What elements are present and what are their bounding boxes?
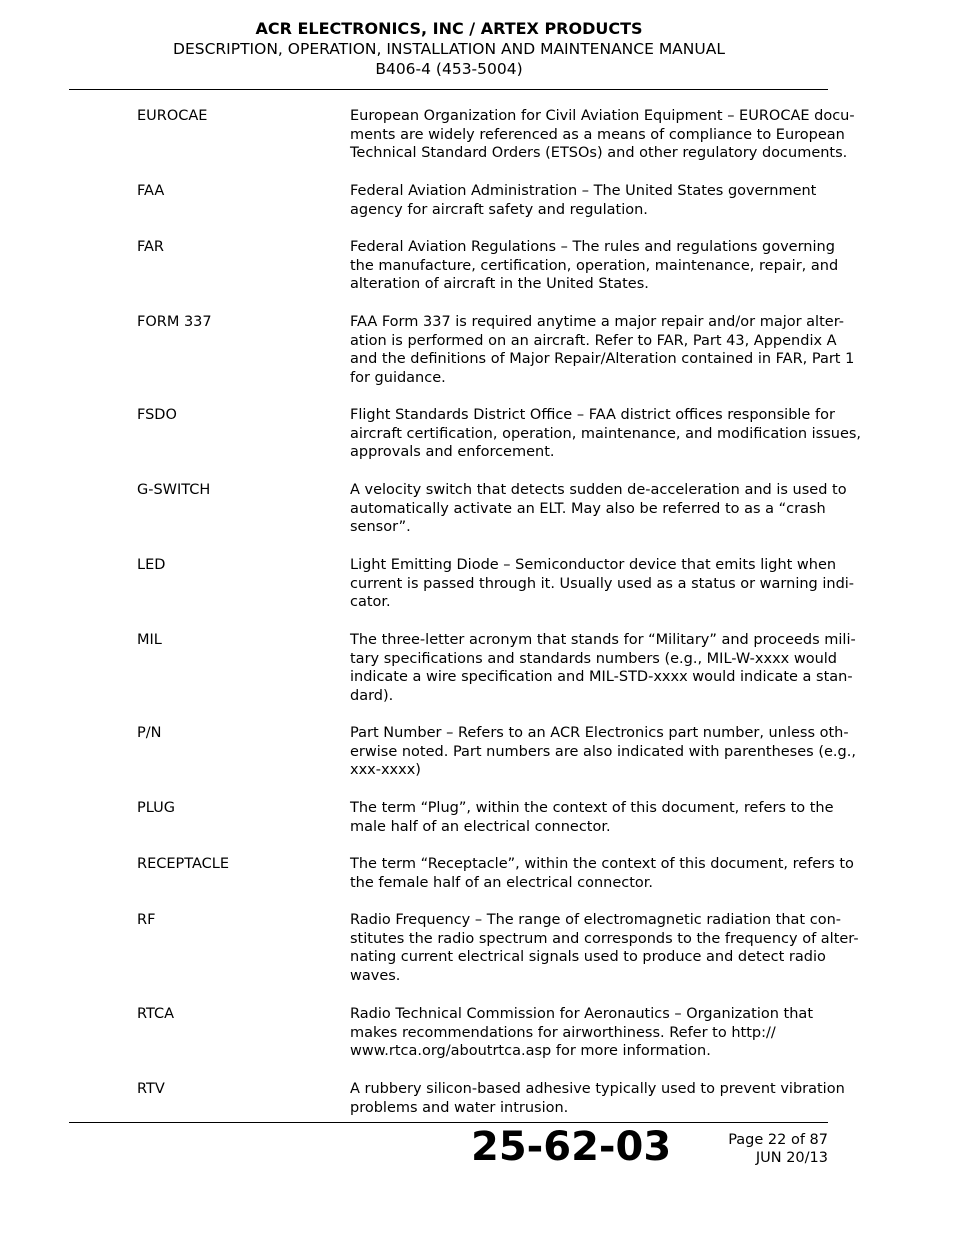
company-name: ACR ELECTRONICS, INC / ARTEX PRODUCTS [255, 19, 643, 38]
revision-date: JUN 20/13 [755, 1150, 828, 1166]
definition-line: The term “Plug”, within the context of this document, refers to the [350, 800, 834, 816]
glossary-definition [350, 238, 839, 294]
glossary-definition [350, 799, 834, 836]
definition-line: Federal Aviation Administration – The United States government [350, 183, 817, 199]
definition-line: dard). [350, 688, 394, 705]
definition-line: makes recommendations for airworthiness. Refer to http:// [350, 1024, 776, 1041]
definition-line: cator. [350, 594, 391, 611]
definition-line: European Organization for Civil Aviation Equipment – EUROCAE docu- [350, 108, 855, 124]
definition-line: for guidance. [350, 370, 446, 387]
glossary-definition [350, 107, 855, 163]
footer-divider [69, 1122, 828, 1123]
glossary-term: FAR [137, 239, 165, 255]
glossary-term: RECEPTACLE [137, 856, 230, 872]
definition-line: ments are widely referenced as a means of compliance to European [350, 126, 845, 143]
definition-line: stitutes the radio spectrum and corresponds to the frequency of alter- [350, 930, 859, 947]
definition-line: www.rtca.org/aboutrtca.asp for more information. [350, 1043, 711, 1060]
definition-line: aircraft certification, operation, maintenance, and modification issues, [350, 425, 862, 442]
glossary-term: PLUG [137, 800, 175, 816]
definition-line: waves. [350, 968, 401, 985]
definition-line: automatically activate an ELT. May also be referred to as a “crash [350, 500, 826, 517]
glossary-term: G-SWITCH [137, 482, 211, 498]
manual-title: DESCRIPTION, OPERATION, INSTALLATION AND MAINTENANCE MANUAL [173, 40, 725, 58]
page-info [640, 1131, 828, 1167]
glossary-definition [350, 1080, 845, 1117]
definition-line: Flight Standards District Office – FAA district offices responsible for [350, 407, 835, 423]
definition-line: The three-letter acronym that stands for “Military” and proceeds mili- [350, 632, 856, 648]
definition-line: Federal Aviation Regulations – The rules and regulations governing [350, 239, 835, 255]
definition-line: xxx-xxxx) [350, 762, 421, 779]
definition-line: Technical Standard Orders (ETSOs) and other regulatory documents. [350, 145, 848, 162]
glossary-term: MIL [137, 632, 162, 648]
definition-line: Part Number – Refers to an ACR Electronics part number, unless oth- [350, 725, 849, 741]
definition-line: nating current electrical signals used to produce and detect radio [350, 949, 826, 966]
definition-line: A rubbery silicon-based adhesive typically used to prevent vibration [350, 1081, 845, 1097]
glossary-term: RTCA [137, 1006, 175, 1022]
header-divider [69, 89, 828, 90]
definition-line: A velocity switch that detects sudden de-acceleration and is used to [350, 482, 847, 498]
definition-line: problems and water intrusion. [350, 1099, 569, 1116]
glossary-definition [350, 406, 862, 462]
glossary-term: RTV [137, 1081, 165, 1097]
glossary-definition [350, 182, 830, 219]
definition-line: Radio Technical Commission for Aeronautics – Organization that [350, 1006, 814, 1022]
glossary-definition [350, 631, 856, 706]
definition-line: the female half of an electrical connector. [350, 874, 654, 891]
document-number: 25-62-03 [471, 1124, 672, 1170]
glossary-term: EUROCAE [137, 108, 208, 124]
definition-line: Radio Frequency – The range of electromagnetic radiation that con- [350, 912, 841, 928]
page-header [0, 19, 898, 79]
definition-line: ation is performed on an aircraft. Refer to FAR, Part 43, Appendix A [350, 332, 837, 349]
definition-line: FAA Form 337 is required anytime a major repair and/or major alter- [350, 314, 844, 330]
glossary-term: LED [137, 557, 166, 573]
glossary-term: P/N [137, 725, 162, 741]
definition-line: and the definitions of Major Repair/Alteration contained in FAR, Part 1 [350, 351, 855, 368]
definition-line: tary specifications and standards numbers (e.g., MIL-W-xxxx would [350, 650, 837, 667]
definition-line: alteration of aircraft in the United States. [350, 276, 649, 293]
page-number: Page 22 of 87 [728, 1132, 828, 1148]
definition-line: current is passed through it. Usually used as a status or warning indi- [350, 575, 855, 592]
glossary-term: FORM 337 [137, 314, 212, 330]
definition-line: The term “Receptacle”, within the context of this document, refers to [350, 856, 854, 872]
glossary-term: FSDO [137, 407, 177, 423]
glossary-definition [350, 1005, 830, 1061]
glossary-term: RF [137, 912, 156, 928]
definition-line: indicate a wire specification and MIL-STD-xxxx would indicate a stan- [350, 669, 853, 686]
definition-line: the manufacture, certification, operation, maintenance, repair, and [350, 257, 839, 274]
definition-line: sensor”. [350, 519, 411, 536]
definition-line: agency for aircraft safety and regulation. [350, 201, 648, 218]
glossary-definition [350, 911, 859, 986]
glossary-definition [350, 313, 855, 388]
model-number: B406-4 (453-5004) [375, 60, 523, 78]
definition-line: male half of an electrical connector. [350, 818, 611, 835]
glossary-definition [350, 481, 847, 537]
definition-line: approvals and enforcement. [350, 444, 555, 461]
definition-line: Light Emitting Diode – Semiconductor device that emits light when [350, 557, 837, 573]
glossary-definition [350, 556, 855, 612]
glossary-definition [350, 724, 856, 780]
glossary-term: FAA [137, 183, 165, 199]
glossary-definition [350, 855, 854, 892]
definition-line: erwise noted. Part numbers are also indicated with parentheses (e.g., [350, 743, 856, 760]
